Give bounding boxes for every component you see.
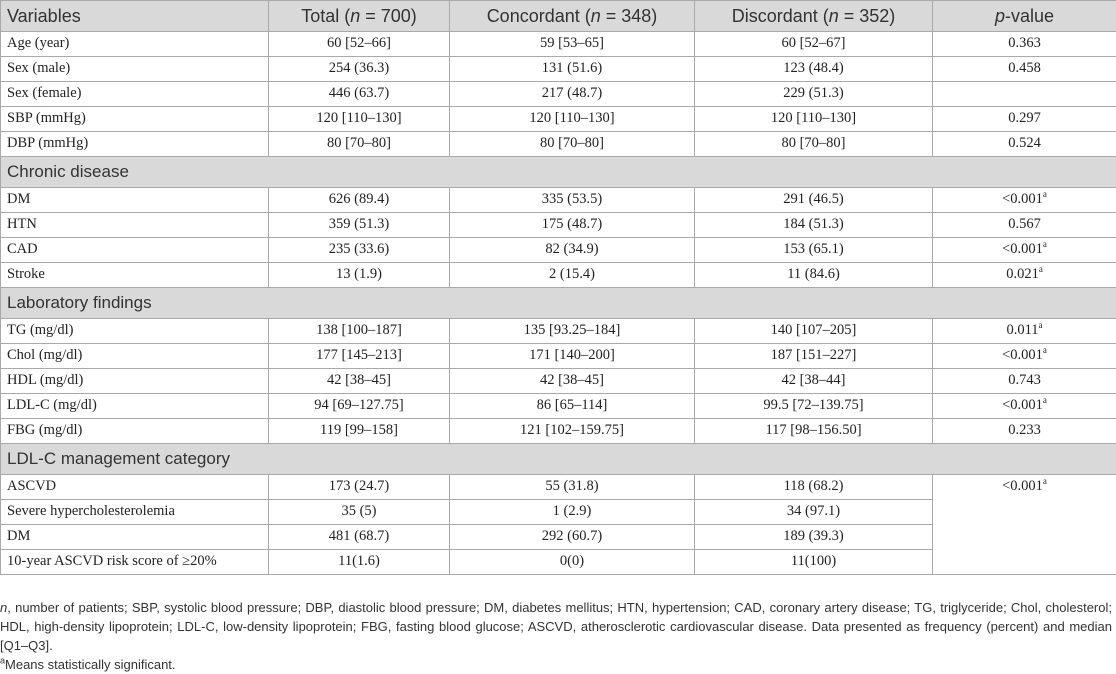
concordant-cell: 121 [102–159.75] bbox=[450, 419, 695, 444]
section-row-ldl-c-management-category bbox=[1, 444, 1116, 475]
abbreviations-text: , number of patients; SBP, systolic blood pressure; DBP, diastolic blood pressure; DM, diabetes mellitus; HTN, hypertension; CAD, coronary artery disease; TG, triglyceride; Chol, cholesterol; HDL, high-density lipoprotein; LDL-C, low-density lipoprotein; FBG, fasting blood glucose; ASCVD, atherosclerotic cardiovascular disease. Data presented as frequency (percent) and median [Q1–Q3]. bbox=[0, 600, 1112, 653]
variable-cell: Stroke bbox=[1, 263, 269, 288]
variable-cell: 10-year ASCVD risk score of ≥20% bbox=[1, 550, 269, 575]
pvalue-cell: <0.001$^a$ bbox=[933, 394, 1116, 419]
section-title: LDL-C management category bbox=[1, 444, 1116, 475]
pvalue-cell: 0.524 bbox=[933, 132, 1116, 157]
concordant-cell: 80 [70–80] bbox=[450, 132, 695, 157]
concordant-cell: 86 [65–114] bbox=[450, 394, 695, 419]
variable-cell: LDL-C (mg/dl) bbox=[1, 394, 269, 419]
variable-cell: ASCVD bbox=[1, 475, 269, 500]
table-row bbox=[1, 344, 1116, 369]
total-cell: 119 [99–158] bbox=[269, 419, 450, 444]
significance-text: Means statistically significant. bbox=[5, 657, 176, 672]
discordant-cell: 153 (65.1) bbox=[695, 238, 933, 263]
total-cell: 446 (63.7) bbox=[269, 82, 450, 107]
concordant-cell: 120 [110–130] bbox=[450, 107, 695, 132]
discordant-cell: 99.5 [72–139.75] bbox=[695, 394, 933, 419]
concordant-cell: 171 [140–200] bbox=[450, 344, 695, 369]
header-row bbox=[1, 1, 1116, 32]
variable-cell: HDL (mg/dl) bbox=[1, 369, 269, 394]
table-row bbox=[1, 394, 1116, 419]
concordant-cell: 335 (53.5) bbox=[450, 188, 695, 213]
pvalue-cell: 0.743 bbox=[933, 369, 1116, 394]
total-cell: 35 (5) bbox=[269, 500, 450, 525]
table-row bbox=[1, 238, 1116, 263]
table-footnote bbox=[0, 598, 1112, 674]
table-row bbox=[1, 188, 1116, 213]
pvalue-cell: 0.567 bbox=[933, 213, 1116, 238]
section-title: Chronic disease bbox=[1, 157, 1116, 188]
total-cell: 80 [70–80] bbox=[269, 132, 450, 157]
header-concordant: Concordant (n = 348) bbox=[450, 1, 695, 32]
variable-cell: TG (mg/dl) bbox=[1, 319, 269, 344]
table-row bbox=[1, 213, 1116, 238]
pvalue-cell: <0.001$^a$ bbox=[933, 188, 1116, 213]
total-cell: 177 [145–213] bbox=[269, 344, 450, 369]
discordant-cell: 11(100) bbox=[695, 550, 933, 575]
discordant-cell: 291 (46.5) bbox=[695, 188, 933, 213]
pvalue-cell: <0.001$^a$ bbox=[933, 344, 1116, 369]
variable-cell: DM bbox=[1, 525, 269, 550]
concordant-cell: 217 (48.7) bbox=[450, 82, 695, 107]
table-row bbox=[1, 475, 1116, 500]
pvalue-cell: 0.363 bbox=[933, 32, 1116, 57]
pvalue-cell: <0.001$^a$ bbox=[933, 238, 1116, 263]
discordant-cell: 34 (97.1) bbox=[695, 500, 933, 525]
pvalue-cell bbox=[933, 82, 1116, 107]
discordant-cell: 187 [151–227] bbox=[695, 344, 933, 369]
variable-cell: Sex (male) bbox=[1, 57, 269, 82]
concordant-cell: 82 (34.9) bbox=[450, 238, 695, 263]
total-cell: 235 (33.6) bbox=[269, 238, 450, 263]
concordant-cell: 0(0) bbox=[450, 550, 695, 575]
table-row bbox=[1, 419, 1116, 444]
variable-cell: DBP (mmHg) bbox=[1, 132, 269, 157]
pvalue-cell: 0.297 bbox=[933, 107, 1116, 132]
abbreviations-note bbox=[0, 598, 1112, 655]
table-row bbox=[1, 82, 1116, 107]
table-row bbox=[1, 32, 1116, 57]
discordant-cell: 118 (68.2) bbox=[695, 475, 933, 500]
discordant-cell: 80 [70–80] bbox=[695, 132, 933, 157]
variable-cell: Chol (mg/dl) bbox=[1, 344, 269, 369]
pvalue-cell: 0.021$^a$ bbox=[933, 263, 1116, 288]
pvalue-cell: 0.011$^a$ bbox=[933, 319, 1116, 344]
pvalue-cell-merged: <0.001$^a$ bbox=[933, 475, 1116, 575]
header-discordant: Discordant (n = 352) bbox=[695, 1, 933, 32]
n-symbol: n bbox=[0, 600, 7, 615]
discordant-cell: 11 (84.6) bbox=[695, 263, 933, 288]
concordant-cell: 59 [53–65] bbox=[450, 32, 695, 57]
table-row bbox=[1, 57, 1116, 82]
section-title: Laboratory findings bbox=[1, 288, 1116, 319]
variable-cell: SBP (mmHg) bbox=[1, 107, 269, 132]
table-row bbox=[1, 107, 1116, 132]
variable-cell: CAD bbox=[1, 238, 269, 263]
significance-marker: a bbox=[0, 656, 5, 666]
discordant-cell: 189 (39.3) bbox=[695, 525, 933, 550]
significance-note bbox=[0, 655, 1112, 674]
pvalue-cell: 0.458 bbox=[933, 57, 1116, 82]
discordant-cell: 117 [98–156.50] bbox=[695, 419, 933, 444]
pvalue-cell: 0.233 bbox=[933, 419, 1116, 444]
total-cell: 13 (1.9) bbox=[269, 263, 450, 288]
total-cell: 138 [100–187] bbox=[269, 319, 450, 344]
concordant-cell: 175 (48.7) bbox=[450, 213, 695, 238]
total-cell: 173 (24.7) bbox=[269, 475, 450, 500]
discordant-cell: 42 [38–44] bbox=[695, 369, 933, 394]
table-row bbox=[1, 263, 1116, 288]
header-pvalue: p-value bbox=[933, 1, 1116, 32]
total-cell: 94 [69–127.75] bbox=[269, 394, 450, 419]
concordant-cell: 135 [93.25–184] bbox=[450, 319, 695, 344]
discordant-cell: 123 (48.4) bbox=[695, 57, 933, 82]
discordant-cell: 120 [110–130] bbox=[695, 107, 933, 132]
total-cell: 626 (89.4) bbox=[269, 188, 450, 213]
concordant-cell: 2 (15.4) bbox=[450, 263, 695, 288]
variable-cell: Age (year) bbox=[1, 32, 269, 57]
discordant-cell: 60 [52–67] bbox=[695, 32, 933, 57]
total-cell: 42 [38–45] bbox=[269, 369, 450, 394]
total-cell: 120 [110–130] bbox=[269, 107, 450, 132]
variable-cell: Severe hypercholesterolemia bbox=[1, 500, 269, 525]
discordant-cell: 140 [107–205] bbox=[695, 319, 933, 344]
concordant-cell: 42 [38–45] bbox=[450, 369, 695, 394]
concordant-cell: 55 (31.8) bbox=[450, 475, 695, 500]
total-cell: 11(1.6) bbox=[269, 550, 450, 575]
discordant-cell: 184 (51.3) bbox=[695, 213, 933, 238]
section-row-chronic-disease bbox=[1, 157, 1116, 188]
concordant-cell: 1 (2.9) bbox=[450, 500, 695, 525]
variable-cell: FBG (mg/dl) bbox=[1, 419, 269, 444]
total-cell: 254 (36.3) bbox=[269, 57, 450, 82]
total-cell: 359 (51.3) bbox=[269, 213, 450, 238]
total-cell: 60 [52–66] bbox=[269, 32, 450, 57]
header-total: Total (n = 700) bbox=[269, 1, 450, 32]
table-row bbox=[1, 319, 1116, 344]
section-row-laboratory-findings bbox=[1, 288, 1116, 319]
discordant-cell: 229 (51.3) bbox=[695, 82, 933, 107]
table-row bbox=[1, 369, 1116, 394]
concordant-cell: 292 (60.7) bbox=[450, 525, 695, 550]
variable-cell: Sex (female) bbox=[1, 82, 269, 107]
total-cell: 481 (68.7) bbox=[269, 525, 450, 550]
concordant-cell: 131 (51.6) bbox=[450, 57, 695, 82]
variable-cell: DM bbox=[1, 188, 269, 213]
header-variables: Variables bbox=[1, 1, 269, 32]
table-row bbox=[1, 132, 1116, 157]
variable-cell: HTN bbox=[1, 213, 269, 238]
